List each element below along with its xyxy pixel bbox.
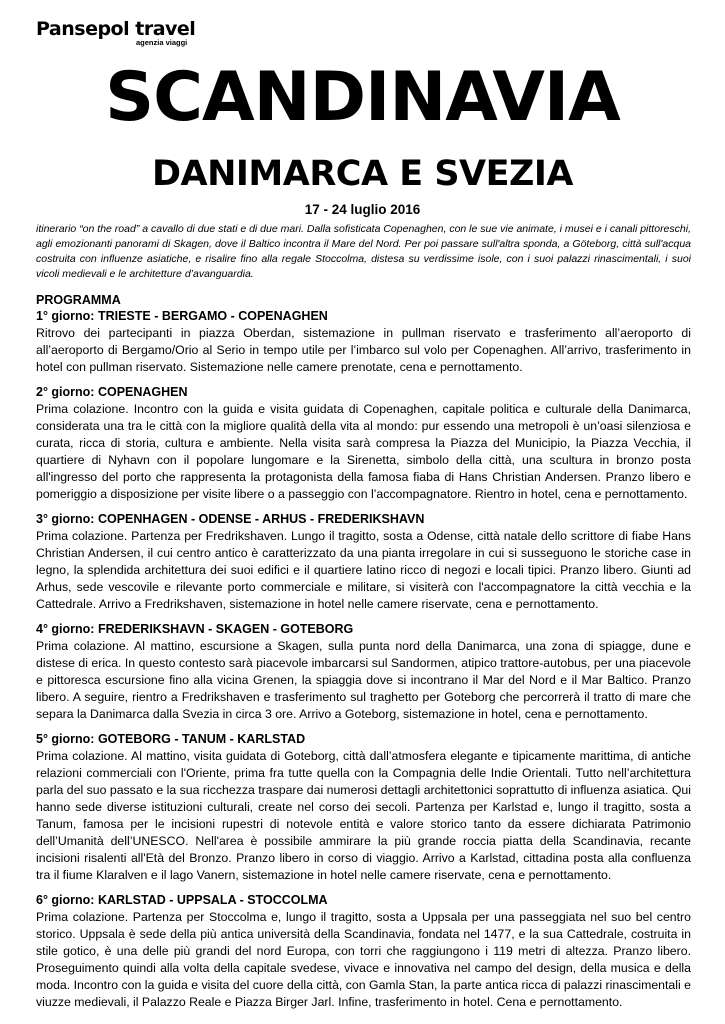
day-6 xyxy=(36,892,691,1011)
intro-paragraph: itinerario “on the road” a cavallo di due stati e di due mari. Dalla sofisticata Copenaghen, con le sue vie animate, i musei e i canali pittoreschi, agli emozionanti panorami di Skagen, dove il Baltico incontra il Mare del Nord. Per poi passare sull'altra sponda, a Göteborg, città sull'acqua costruita con influenze asiatiche, e risalire fino alla regale Stoccolma, distesa su verdissime isole, con i suoi palazzi rinascimentali, i suoi vicoli medievali e le architetture d’avanguardia. xyxy=(36,223,691,280)
day-description: Ritrovo dei partecipanti in piazza Oberdan, sistemazione in pullman riservato e trasferimento all’aeroporto di all’aeroporto di Bergamo/Orio al Serio in tempo utile per l’imbarco sul volo per Copenaghen. All’arrivo, trasferimento in hotel con pullman riservato. Sistemazione nelle camere prenotate, cena e pernottamento. xyxy=(36,326,691,374)
day-2 xyxy=(36,384,691,503)
day-description: Prima colazione. Incontro con la guida e visita guidata di Copenaghen, capitale politica e culturale della Danimarca, considerata una tra le città con la migliore qualità della vita al mondo: pur essendo una metropoli è un’oasi silenziosa e curata, ricca di storia, cultura e ambiente. Nella visita sarà compresa la Piazza del Municipio, la Piazza Vecchia, il quartiere di Nyhavn con il popolare lungomare e la Sirenetta, simbolo della città, una scultura in bronzo posta all'ingresso del porto che rappresenta la protagonista della famosa fiaba di Hans Christian Andersen. Pranzo libero e pomeriggio a disposizione per visite libere o a passeggio con l’accompagnatore. Rientro in hotel, cena e pernottamento. xyxy=(36,402,691,501)
day-title: 3° giorno: COPENHAGEN - ODENSE - ARHUS - FREDERIKSHAVN xyxy=(36,512,425,526)
page-title: SCANDINAVIA xyxy=(105,58,620,137)
day-1 xyxy=(36,308,691,376)
day-5 xyxy=(36,731,691,884)
trip-dates: 17 - 24 luglio 2016 xyxy=(304,202,421,217)
day-title: 5° giorno: GOTEBORG - TANUM - KARLSTAD xyxy=(36,732,306,746)
day-description: Prima colazione. Partenza per Stoccolma e, lungo il tragitto, sosta a Uppsala per una passeggiata nel suo bel centro storico. Uppsala è sede della più antica università della Scandinavia, fondata nel 1477, e la sua Cattedrale, costruita in stile gotico, è una delle più grandi del nord Europa, con torri che raggiungono i 119 metri di altezza. Pranzo libero. Proseguimento quindi alla volta della capitale svedese, vivace e innovativa nel campo del design, della musica e della moda. Incontro con la guida e visita del cuore della città, con Gamla Stan, la parte antica ricca di palazzi rinascimentali e viuzze medievali, il Palazzo Reale e Piazza Birger Jarl. Infine, trasferimento in hotel. Cena e pernottamento. xyxy=(36,910,691,1009)
day-description: Prima colazione. Al mattino, escursione a Skagen, sulla punta nord della Danimarca, una zona di spiagge, dune e distese di erica. In questo contesto sarà piacevole imbarcarsi sul Sandormen, atipico trattore-autobus, per una piacevole e pittoresca escursione fino alla vicina Grenen, la spiaggia dove si incontrano il Mar del Nord e il Mar Baltico. Pranzo libero. A seguire, rientro a Fredrikshaven e trasferimento sul traghetto per Goteborg che percorrerà il tratto di mare che separa la Danimarca dalla Svezia in circa 3 ore. Arrivo a Goteborg, sistemazione in hotel, cena e pernottamento. xyxy=(36,639,691,721)
day-title: 2° giorno: COPENAGHEN xyxy=(36,385,188,399)
day-title: 6° giorno: KARLSTAD - UPPSALA - STOCCOLMA xyxy=(36,893,328,907)
day-description: Prima colazione. Al mattino, visita guidata di Goteborg, città dall’atmosfera elegante e tipicamente marittima, di antiche relazioni commerciali con l'Oriente, prima fra tutte quella con la Compagnia delle Indie Orientali. Tutto nell’architettura parla del suo passato e la sua ricchezza traspare dai numerosi dettagli architettonici soprattutto di influenza asiatica. Qui hanno sede diverse istituzioni culturali, create nel corso dei secoli. Partenza per Karlstad e, lungo il tragitto, sosta a Tanum, famosa per le incisioni rupestri di notevole entità e valore storico tanto da essere dichiarata Patrimonio dell’Umanità dell’UNESCO. Nell'area è possibile ammirare la più grande roccia piatta della Scandinavia, recante incisioni risalenti all'Età del Bronzo. Pranzo libero in corso di viaggio. Arrivo a Karlstad, cittadina posta alla confluenza tra il fiume Klaralven e il lago Vanern, sistemazione in hotel nelle camere riservate, cena e pernottamento. xyxy=(36,749,691,882)
day-4 xyxy=(36,621,691,723)
program-heading: PROGRAMMA xyxy=(36,293,121,307)
brand-tagline: agenzia viaggi xyxy=(136,38,188,47)
day-title: 4° giorno: FREDERIKSHAVN - SKAGEN - GOTEBORG xyxy=(36,622,354,636)
brand-logo xyxy=(36,18,206,52)
day-title: 1° giorno: TRIESTE - BERGAMO - COPENAGHEN xyxy=(36,309,328,323)
program-section xyxy=(36,292,691,1019)
day-description: Prima colazione. Partenza per Fredrikshaven. Lungo il tragitto, sosta a Odense, città natale dello scrittore di fiabe Hans Christian Andersen, il cui centro antico è caratterizzato da una pianta irregolare in cui si susseguono le storiche case in legno, la splendida architettura dei suoi edifici e il quartiere latino ricco di negozi e locali tipici. Pranzo libero. Giunti ad Arhus, sede vescovile e rilevante porto commerciale e militare, si visiterà con l'accompagnatore la città vecchia e la Cattedrale. Arrivo a Fredrikshaven, sistemazione in hotel nelle camere riservate, cena e pernottamento. xyxy=(36,529,691,611)
page-subtitle: DANIMARCA E SVEZIA xyxy=(151,154,574,194)
day-3 xyxy=(36,511,691,613)
brand-name: Pansepol travel xyxy=(36,18,196,40)
